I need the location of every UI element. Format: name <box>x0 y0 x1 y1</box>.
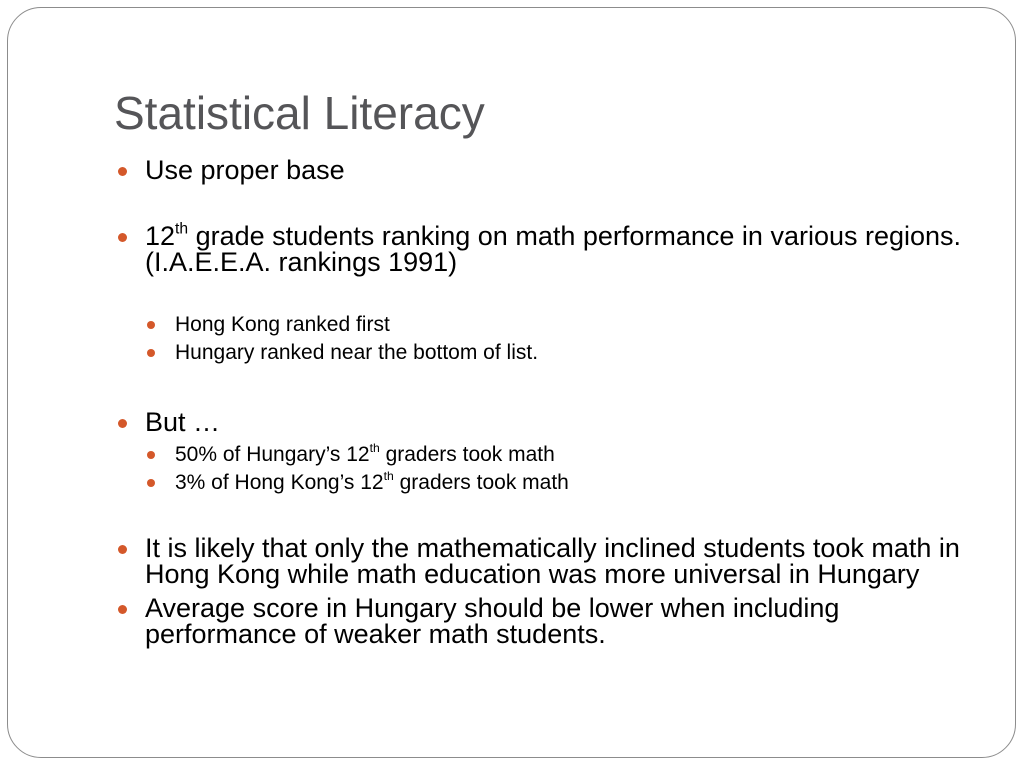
bullet-text: Use proper base <box>145 155 345 185</box>
bullet-text-post: grade students ranking on math performance in various regions. (I.A.E.E.A. rankings 1991) <box>145 221 962 277</box>
sub-bullet-hong-kong-percent <box>147 469 977 497</box>
bullet-text-pre: 50% of Hungary’s 12 <box>175 443 370 466</box>
bullet-text-pre: 12 <box>145 221 176 251</box>
sub-bullet-hong-kong <box>147 311 977 339</box>
slide-title: Statistical Literacy <box>114 87 485 139</box>
sub-bullet-hungary <box>147 339 977 367</box>
bullet-use-proper-base <box>117 157 977 183</box>
bullet-dot-icon <box>118 605 127 614</box>
slide-body <box>117 157 977 647</box>
superscript: th <box>383 468 394 483</box>
bullet-but <box>117 409 977 435</box>
bullet-text-pre: 3% of Hong Kong’s 12 <box>175 471 384 494</box>
bullet-text: Hungary ranked near the bottom of list. <box>175 341 539 364</box>
bullet-text: Hong Kong ranked first <box>175 313 390 336</box>
superscript: th <box>369 440 380 455</box>
bullet-dot-icon <box>118 545 127 554</box>
sub-bullet-hungary-percent <box>147 441 977 469</box>
bullet-dot-icon <box>118 419 127 428</box>
bullet-average-score <box>117 595 977 647</box>
bullet-dot-icon <box>118 167 127 176</box>
bullet-text: Average score in Hungary should be lower when including performance of weaker math students. <box>145 593 840 649</box>
superscript: th <box>175 220 189 238</box>
bullet-text: It is likely that only the mathematically inclined students took math in Hong Kong while math education was more universal in Hungary <box>145 533 960 589</box>
bullet-text: But … <box>145 407 221 437</box>
bullet-text-post: graders took math <box>393 471 569 494</box>
bullet-dot-icon <box>147 451 155 459</box>
bullet-dot-icon <box>147 321 155 329</box>
bullet-text-post: graders took math <box>379 443 555 466</box>
bullet-dot-icon <box>118 233 127 242</box>
bullet-likely <box>117 535 977 587</box>
bullet-dot-icon <box>147 479 155 487</box>
bullet-dot-icon <box>147 349 155 357</box>
bullet-grade-ranking <box>117 220 977 277</box>
